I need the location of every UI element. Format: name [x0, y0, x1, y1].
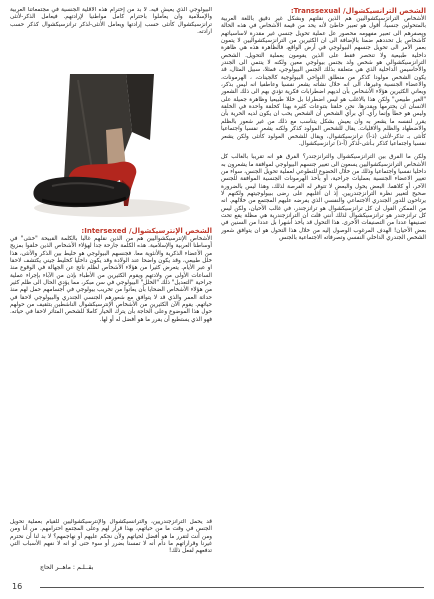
section-heading-transsexual: الشخص الترانسيكشوال/ Transsexual: — [290, 7, 426, 15]
right-column — [221, 7, 426, 579]
left-column-middle — [10, 227, 212, 517]
body-paragraph: الأشخاص الإنترسيكشواليين هم من الذين نقلهم غالبا بالكلمة القبيحة "خنثى" في أوساطنا العربية والإسلامية. هذه الكلمة جارحة جدا لهؤلاء الأشخاص الذين خلقوا بمزيج من الأعضاء الذكرية والأنثوية معا. فجنسهم البيولوجي هو خليط بين الذكر والأنثى، هذا خلل طبيعي، وقد يكون واضحا عند الولادة وقد يكون داخليا كخليط جيني يكتشف لاحقا او عبر الأيام. يتعرض كثيرا من هؤلاء الأشخاص لظلم ناتج عن الجهالة في الوقوع منذ الساعات الأولى من ولادتهم ويقوم الكثيرين من الأطباء بإذن من الآباء بإجراء عملية جراحية "التعديل" ذلك "الخلل" البيولوجي في سن مبكر، مما يؤدي الحال الى ظلم كثير من هؤلاء الأشخاص الضحايا بأن يعانوا من تخريب بيولوجي في أجسامهم حمل لهم منذ حداثة العمر والذي قد لا يتوافق مع شعورهم الجنسي الجندري والبيولوجي لاحقا في حياتهم. يقوم الآن الكثيرين من الأشخاص الإنترسيكشوال الناشطين بتثقيف من حولهم حول هذا الموضوع وعلى الحاجة بأن يترك الخيار كاملا للشخص المتأثر لاحقا في حياته. فهو الذي يستطيع أن يقرر ما هو أفضل له أو لها. — [10, 236, 212, 323]
left-column-top — [10, 7, 212, 69]
shoes-illustration-icon — [18, 70, 206, 224]
body-paragraph: قد يحمل الترانزجندريين، والترانسيكشوال والإنترسيكشواليين للقيام بعملية تحويل الجنس في وقت ما من حياتهم، بهذا قرار لهم وعلى المجتمع احترامهم. من أنا ومن ومن أنت لتقرر ما هو أفضل لحياتهم ولأن نحكم عليهم أو نهاجمهم؟ لا بد لنا أن نحترم غيرنا وقراراتهم ما دام أنه لا تمسنا بضرر أو سوء حتى لو انه لا نفهم الأسباب التي تدفعهم لفعل ذلك! — [10, 519, 212, 555]
footer-divider — [40, 587, 424, 588]
body-paragraph: البيولوجي الذي يعيش فيه. لا بد من إحترام هذه الأقلية الجنسية في مجتمعاتنا العربية والإسلامية وان يعاملوا باحترام كامل مواطنيا لإرادتهم. فيعامل الذكر-لأنثى ترانزسيكشوال كأنثى حسب إرادتها ويعامل الأنثى-لذكر ترانزسيكشوال كذكر حسب ارادته. — [10, 7, 212, 36]
illustration-figure — [18, 70, 206, 224]
section-heading-intersexed: الشخص الإنترسيكشوال/ Intersexed: — [81, 227, 212, 235]
body-paragraph: ولكن ما الفرق بين الترانزسيكشوال والترانزجندر؟ الفرق هو انه تقريبا بالغالب كل الأشخاص الترانزسيكشواليين يسعون الى تغيير جنسهم البيولوجي لموافقة ما يشعرون به داخليا نفسيا واجتماعيا وذلك من خلال الخضوع للتطوعي لعملية تحويل الجنس، سواء من تغيير الاعضاء الجنسية بعمليات جراحية، أو بأخذ الهرمونات الجنسية الموافقة للجنس الآخر، أو كلاهما. البعض يحول والبعض لا تتوفر له الفرصة لذلك، وهذا ليس بالضرورة صحيح لتغيير نظرة الترانزجندريين. إذ ان اغلبهم على رضى ببيولوجيتهم ولكنهم لا يرتاحون للدور الجندري الاجتماعي والنفسي الذي يفرضه عليهم المجتمع من خلالهم. انه من الممكن القول ان كل ترانزسيكشوال هو ترانزجندر، في غالب الأحيان، ولكن ليس كل ترانزجندر هو ترانزسيكشوال لذلك أنني قلت ان الترانزجندرية هي مظلة يقع تحت تصنيفها عددا من التصنيفات الأخرى. هذا التحول قد يأخذ أشهرا بل عددا من السنين في بعض الأحيان! الهدف المرغوب الوصول إليه من خلال هذا التحول هو ان يتوافق شعور الشخص الجندري الداخلي النفسي وتصرفاته الاجتماعية بالجنس — [221, 154, 426, 241]
page-number: 16 — [12, 582, 23, 591]
author-signature: بقــلـم : ماهــر الحاج — [40, 564, 94, 571]
left-column-bottom — [10, 519, 212, 569]
body-paragraph: الأشخاص الترانزسيكشواليين هم الذين نقلتهم وبشكل غير دقيق باللغة العربية بالمتحولين جنسيا، أقول هو تعبير خاطئ لأنه يحد من قيمة الأشخاص في هذه الحالة ويصفرهم الى تعبير مفهومه محصور عل عملية تحويل جنسي غير مقدرة لاساسياتهم كأشخاص بل تحددهم ضمنا بالإضافة الى ان الكثيرين من الترانزسيكشواليين لا يتمون بعمر الأمر الى تحويل جنسهم البيولوجي في أرض الواقع، فالظاهرة هذه هي ظاهرة داخلية طبيعية ولا تنحصر فقط على الذين يقومون بعملية التحويل. الشخص الترانزسيكشوالي هو شخص ولد بجنس بيولوجي معين ولكنه لا ينتمي الى الجندر والأحاسيس الداخلية الذي هي متعلقة بذلك الجنس البيولوجي، فمثلا، سبيل المثال، قد يكون الشخص مولودا كذكر من منطلق النواحي البيولوجية كالجينات، ، الهرمونات، والاعضاء الجنسية وغيرها، الى انه خلال نشأته يشعر نفسيا وعاطفيا انه ليس بذكر، ويعاني الكثيرين هؤلاء الأشخاص بأن لديهم اضطرابات فكرية تؤدي بهم الى ذلك الشعور "الغير طبيعي" ولكن هذا بالاغلب هو ليس اضطرابا بل خللا طبيعيا وظاهرة جميلة على الانسان ان يحترمها ويقدرها. نحن خلقنا بتنوعات كثيرة بهذا كخلقة واحدة في الخلقة وليس هو خطأ وإنما رأي. أي برأي الشخص ان الشخص يحب ان يكون لديه الحرية بأن يقرر لنفسه ما يشعر به وان يعيش بشكل يتناسب مع ذلك من غير شعور بالظلم والاضطهاد والظلم والاقليات. يقال للشخص المولود كذكر ولكنه يشعر نفسيا واجتماعيا كأنثى بـ تذكر-لأنثى (ذ-أ) ترانزسيكشوال، ويقال للشخص المولود كأنثى ولكن يشعر نفسيا واجتماعيا كذكر بـأنثى-لذكر (أ-ذ) ترانزسيكشوال. — [221, 16, 426, 147]
